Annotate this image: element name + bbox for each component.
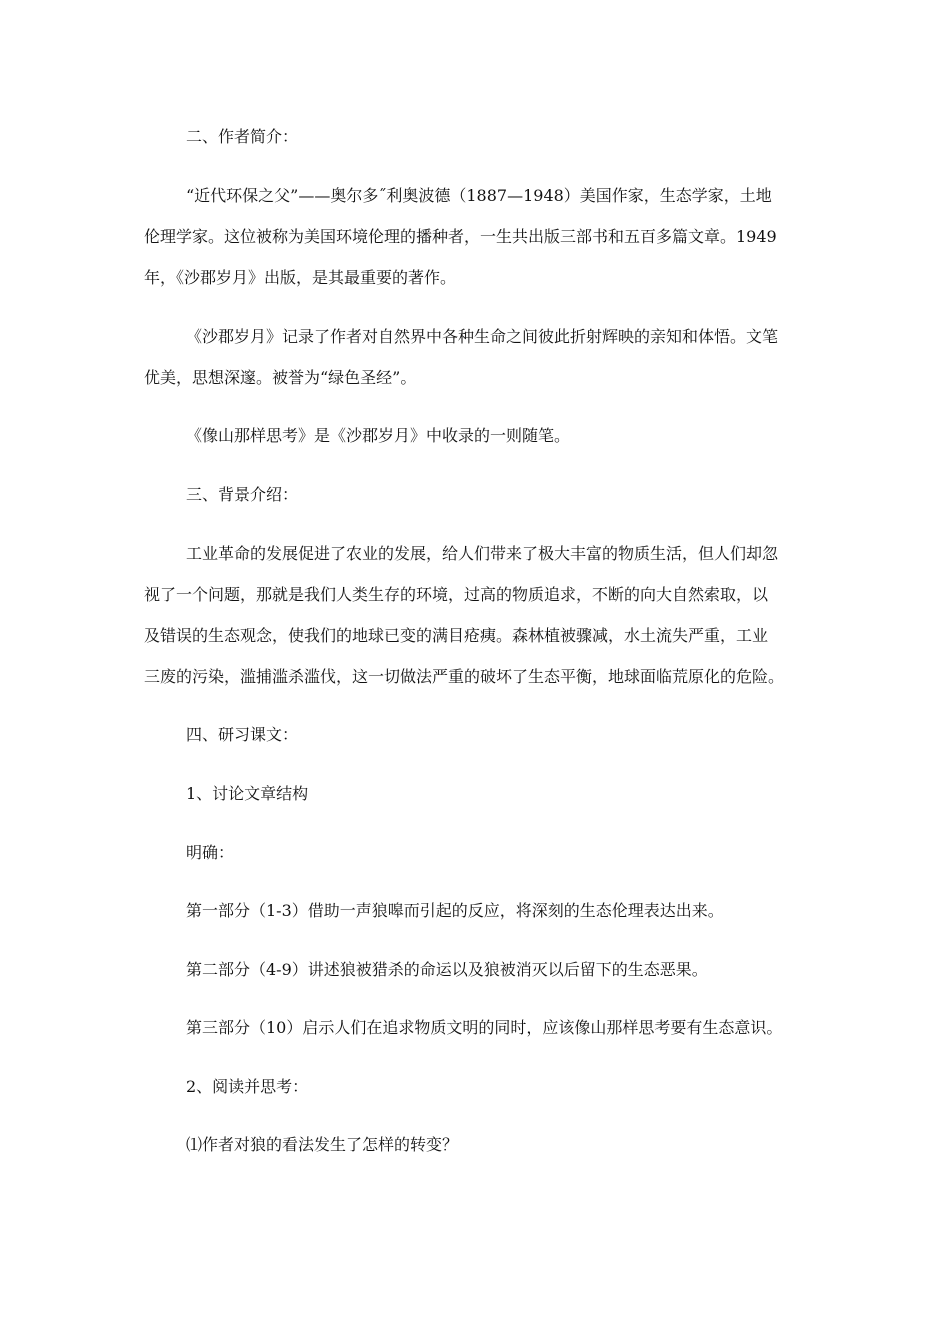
subheading-reading: 2、阅读并思考： xyxy=(186,1077,309,1096)
section-heading-background: 三、背景介绍： xyxy=(186,485,299,504)
paragraph-line: 视了一个问题，那就是我们人类生存的环境，过高的物质追求，不断的向大自然索取，以 xyxy=(144,585,769,604)
paragraph-line: 第三部分（10）启示人们在追求物质文明的同时，应该像山那样思考要有生态意识。 xyxy=(186,1018,783,1037)
paragraph-line: 及错误的生态观念，使我们的地球已变的满目疮痍。森林植被骤减，水土流失严重，工业 xyxy=(144,626,769,645)
question-line: ⑴作者对狼的看法发生了怎样的转变？ xyxy=(186,1135,459,1154)
paragraph-line: 第二部分（4-9）讲述狼被猎杀的命运以及狼被消灭以后留下的生态恶果。 xyxy=(186,960,708,979)
paragraph-line: 工业革命的发展促进了农业的发展，给人们带来了极大丰富的物质生活，但人们却忽 xyxy=(186,544,779,563)
paragraph-line: 年，《沙郡岁月》出版，是其最重要的著作。 xyxy=(144,268,457,287)
paragraph-line: 伦理学家。这位被称为美国环境伦理的播种者，一生共出版三部书和五百多篇文章。1949 xyxy=(144,227,777,246)
paragraph-line: 三废的污染，滥捕滥杀滥伐，这一切做法严重的破坏了生态平衡，地球面临荒原化的危险。 xyxy=(144,667,785,686)
paragraph-line: 明确： xyxy=(186,843,235,862)
section-heading-author: 二、作者简介： xyxy=(186,127,299,146)
paragraph-line: 第一部分（1-3）借助一声狼嗥而引起的反应，将深刻的生态伦理表达出来。 xyxy=(186,901,724,920)
paragraph-line: “近代环保之父”——奥尔多˝利奥波德（1887—1948）美国作家，生态学家，土地 xyxy=(186,186,772,205)
subheading-structure: 1、讨论文章结构 xyxy=(186,784,309,803)
section-heading-study: 四、研习课文： xyxy=(186,725,299,744)
paragraph-line: 优美，思想深邃。被誉为“绿色圣经”。 xyxy=(144,368,417,387)
paragraph-line: 《沙郡岁月》记录了作者对自然界中各种生命之间彼此折射辉映的亲知和体悟。文笔 xyxy=(186,327,779,346)
paragraph-line: 《像山那样思考》是《沙郡岁月》中收录的一则随笔。 xyxy=(186,426,571,445)
